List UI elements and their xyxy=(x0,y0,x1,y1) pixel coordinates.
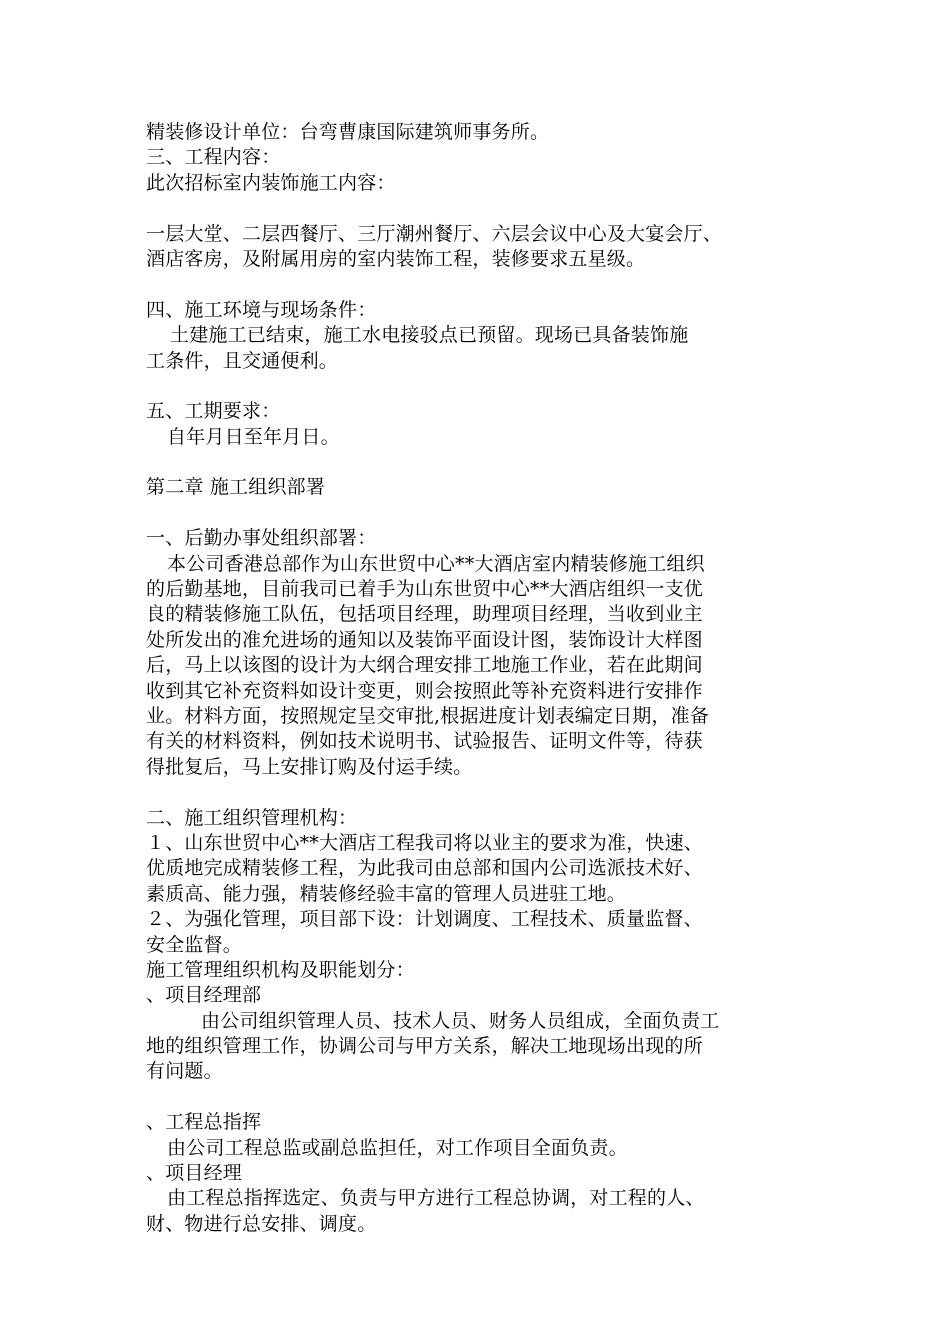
text-line: 收到其它补充资料如设计变更，则会按照此等补充资料进行安排作 xyxy=(146,679,703,702)
blank-line xyxy=(146,1085,826,1110)
document-body xyxy=(146,120,826,1237)
text-line: 安全监督。 xyxy=(146,933,243,956)
text-line: 施工管理组织机构及职能划分： xyxy=(146,958,415,981)
text-line: 自年月日至年月日。 xyxy=(167,425,340,448)
text-line: 有问题。 xyxy=(146,1060,223,1083)
text-line: 优质地完成精装修工程，为此我司由总部和国内公司选派技术好、 xyxy=(146,857,703,880)
text-line: 业。材料方面，按照规定呈交审批,根据进度计划表编定日期，准备 xyxy=(146,704,710,727)
text-line: 土建施工已结束，施工水电接驳点已预留。现场已具备装饰施 xyxy=(170,324,689,347)
text-line: ２、为强化管理，项目部下设：计划调度、工程技术、质量监督、 xyxy=(146,908,703,931)
blank-line xyxy=(146,780,826,805)
text-line: 素质高、能力强，精装修经验丰富的管理人员进驻工地。 xyxy=(146,882,627,905)
text-line: 此次招标室内装饰施工内容： xyxy=(146,171,396,194)
subsection-heading: 、项目经理 xyxy=(146,1162,243,1185)
section-heading: 五、工期要求： xyxy=(146,400,281,423)
chapter-heading: 第二章 施工组织部署 xyxy=(146,476,326,499)
text-line: 一层大堂、二层西餐厅、三厅潮州餐厅、六层会议中心及大宴会厅、 xyxy=(146,222,723,245)
blank-line xyxy=(146,374,826,399)
text-line: 的后勤基地，目前我司已着手为山东世贸中心**大酒店组织一支优 xyxy=(146,578,704,601)
text-line: 处所发出的准允进场的通知以及装饰平面设计图，装饰设计大样图 xyxy=(146,628,703,651)
text-line: 由工程总指挥选定、负责与甲方进行工程总协调，对工程的人、 xyxy=(167,1187,705,1210)
text-line: 财、物进行总安排、调度。 xyxy=(146,1212,377,1235)
subsection-heading: 、项目经理部 xyxy=(146,984,262,1007)
section-heading: 二、施工组织管理机构： xyxy=(146,806,358,829)
text-line: 后，马上以该图的设计为大纲合理安排工地施工作业，若在此期间 xyxy=(146,654,703,677)
blank-line xyxy=(146,196,826,221)
text-line: 由公司组织管理人员、技术人员、财务人员组成，全面负责工 xyxy=(201,1009,720,1032)
blank-line xyxy=(146,272,826,297)
text-line: 工条件，且交通便利。 xyxy=(146,349,339,372)
blank-line xyxy=(146,450,826,475)
text-line: 精装修设计单位：台弯曹康国际建筑师事务所。 xyxy=(146,121,550,143)
text-line: １、山东世贸中心**大酒店工程我司将以业主的要求为准，快速、 xyxy=(146,831,704,854)
blank-line xyxy=(146,501,826,526)
text-line: 有关的材料资料，例如技术说明书、试验报告、证明文件等，待获 xyxy=(146,730,703,753)
section-heading: 一、后勤办事处组织部署： xyxy=(146,527,377,550)
text-line: 地的组织管理工作，协调公司与甲方关系，解决工地现场出现的所 xyxy=(146,1035,703,1058)
text-line: 良的精装修施工队伍，包括项目经理，助理项目经理，当收到业主 xyxy=(146,603,703,626)
section-heading: 三、工程内容： xyxy=(146,146,281,169)
text-line: 酒店客房，及附属用房的室内装饰工程，装修要求五星级。 xyxy=(146,247,646,270)
text-line: 得批复后，马上安排订购及付运手续。 xyxy=(146,755,473,778)
section-heading: 四、施工环境与现场条件： xyxy=(146,298,377,321)
text-line: 本公司香港总部作为山东世贸中心**大酒店室内精装修施工组织 xyxy=(167,552,705,575)
text-line: 由公司工程总监或副总监担任，对工作项目全面负责。 xyxy=(167,1136,628,1159)
subsection-heading: 、工程总指挥 xyxy=(146,1111,262,1134)
